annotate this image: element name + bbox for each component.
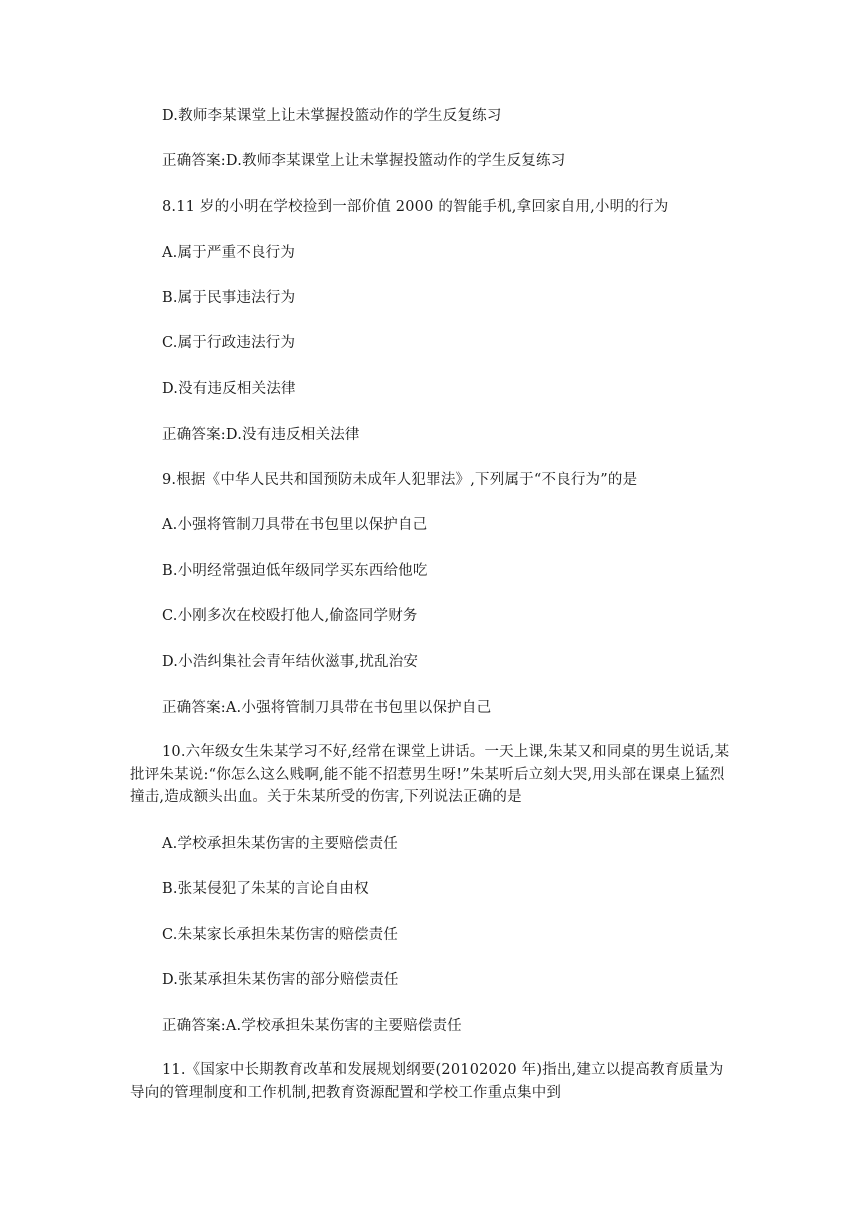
option-c-q9: C.小刚多次在校殴打他人,偷盗同学财务 — [162, 608, 418, 624]
option-d-q9: D.小浩纠集社会青年结伙滋事,扰乱治安 — [162, 654, 419, 670]
option-d-q8: D.没有违反相关法律 — [162, 381, 296, 397]
option-a-q9: A.小强将管制刀具带在书包里以保护自己 — [162, 517, 428, 533]
option-d-q7: D.教师李某课堂上让未掌握投篮动作的学生反复练习 — [162, 108, 502, 124]
option-b-q8: B.属于民事违法行为 — [162, 290, 296, 306]
question-11: 11.《国家中长期教育改革和发展规划纲要(20102020 年)指出,建立以提高教育质量为导向的管理制度和工作机制,把教育资源配置和学校工作重点集中到 — [130, 1062, 724, 1101]
option-a-q10: A.学校承担朱某伤害的主要赔偿责任 — [162, 836, 398, 852]
question-10: 10.六年级女生朱某学习不好,经常在课堂上讲话。一天上课,朱某又和同桌的男生说话,某批评朱某说:“你怎么这么贱啊,能不能不招惹男生呀!”朱某听后立刻大哭,用头部在课桌上猛烈撞击,造成额头出血。关于朱某所受的伤害,下列说法正确的是 — [130, 744, 730, 805]
option-c-q10: C.朱某家长承担朱某伤害的赔偿责任 — [162, 927, 399, 943]
answer-q9: 正确答案:A.小强将管制刀具带在书包里以保护自己 — [162, 700, 492, 716]
answer-q8: 正确答案:D.没有违反相关法律 — [162, 427, 360, 443]
option-b-q9: B.小明经常强迫低年级同学买东西给他吃 — [162, 563, 428, 579]
question-9: 9.根据《中华人民共和国预防未成年人犯罪法》,下列属于“不良行为”的是 — [162, 472, 638, 488]
option-b-q10: B.张某侵犯了朱某的言论自由权 — [162, 881, 369, 897]
question-8: 8.11 岁的小明在学校捡到一部价值 2000 的智能手机,拿回家自用,小明的行为 — [162, 199, 669, 215]
option-a-q8: A.属于严重不良行为 — [162, 245, 296, 261]
option-c-q8: C.属于行政违法行为 — [162, 335, 296, 351]
answer-q7: 正确答案:D.教师李某课堂上让未掌握投篮动作的学生反复练习 — [162, 153, 566, 169]
answer-q10: 正确答案:A.学校承担朱某伤害的主要赔偿责任 — [162, 1018, 462, 1034]
option-d-q10: D.张某承担朱某伤害的部分赔偿责任 — [162, 972, 399, 988]
